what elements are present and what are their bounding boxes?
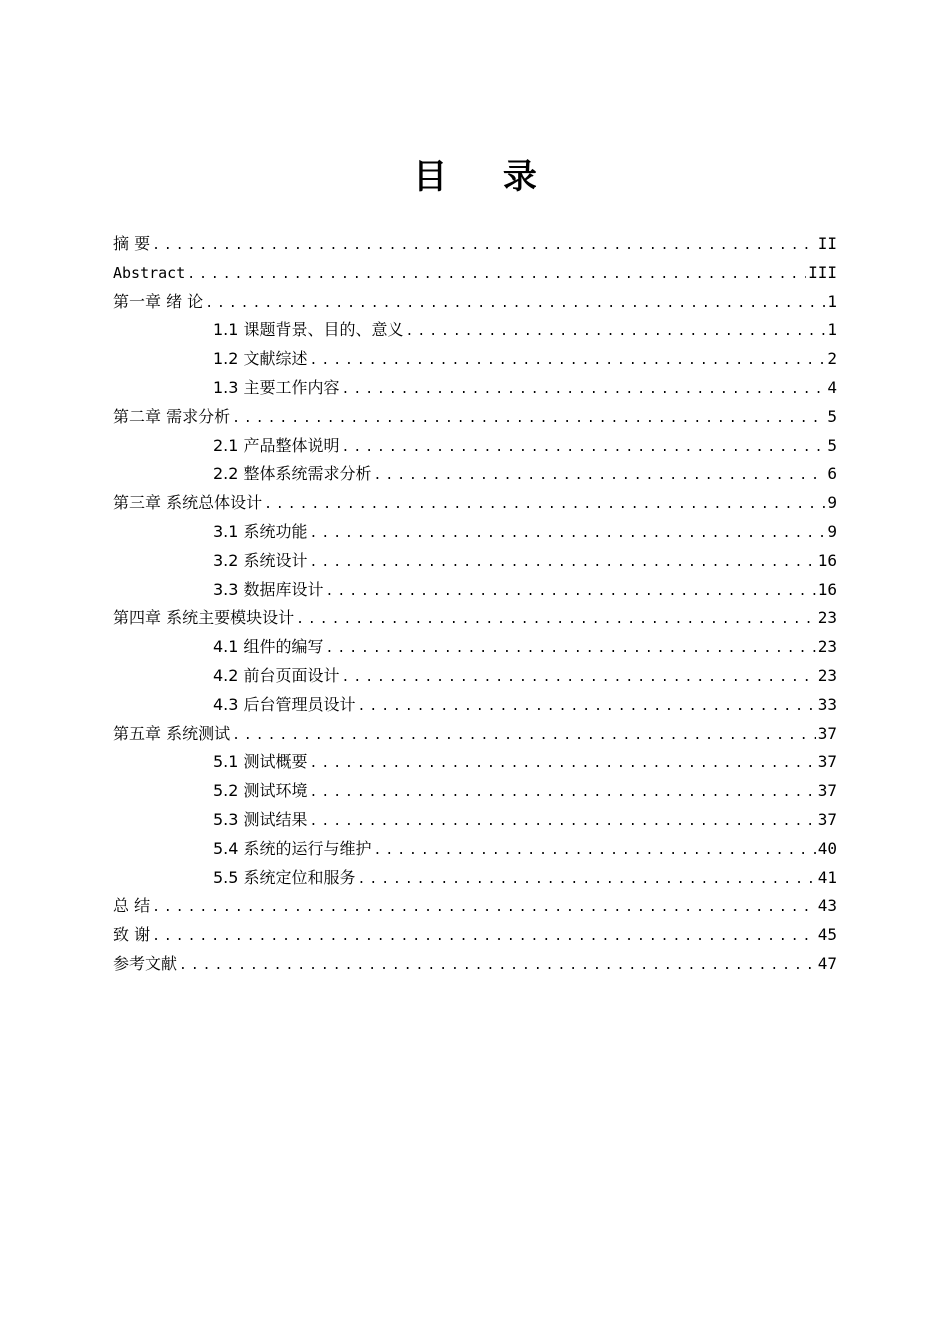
toc-entry-page-number: 37: [817, 723, 837, 743]
toc-dot-leader: [310, 808, 816, 837]
toc-entry-page-number: 33: [817, 694, 837, 714]
toc-entry-label: 第二章 需求分析: [113, 406, 231, 426]
toc-dot-leader: [179, 952, 816, 981]
toc-entry-page-number: 6: [827, 464, 837, 484]
toc-entry-page-number: 1: [827, 320, 837, 340]
toc-entry: [113, 748, 837, 777]
toc-entry: [113, 720, 837, 749]
toc-dot-leader: [358, 866, 816, 895]
toc-entry: [113, 691, 837, 720]
toc-entry-label: 第四章 系统主要模块设计: [113, 608, 295, 628]
toc-dot-leader: [342, 664, 816, 693]
toc-dot-leader: [152, 923, 816, 952]
toc-dot-leader: [310, 779, 816, 808]
toc-dot-leader: [358, 693, 816, 722]
toc-entry-page-number: 23: [817, 637, 837, 657]
toc-entry-page-number: 2: [827, 349, 837, 369]
toc-entry-page-number: 16: [817, 579, 837, 599]
toc-entry-page-number: 9: [827, 521, 837, 541]
toc-entry: [113, 460, 837, 489]
toc-dot-leader: [310, 520, 826, 549]
toc-entry-label: Abstract: [113, 263, 186, 282]
toc-dot-leader: [152, 232, 816, 261]
toc-entry: [113, 288, 837, 317]
toc-dot-leader: [205, 290, 825, 319]
toc-entry: [113, 892, 837, 921]
toc-entry-page-number: 4: [827, 377, 837, 397]
toc-entry: [113, 518, 837, 547]
toc-entry: [113, 806, 837, 835]
toc-dot-leader: [187, 261, 806, 290]
toc-entry-label: 3.1 系统功能: [213, 521, 308, 541]
toc-entry: [113, 547, 837, 576]
toc-entry-label: 5.5 系统定位和服务: [213, 867, 356, 887]
toc-dot-leader: [264, 491, 825, 520]
toc-entry-label: 1.3 主要工作内容: [213, 377, 340, 397]
toc-list: [113, 230, 837, 979]
toc-entry-label: 1.2 文献综述: [213, 349, 308, 369]
toc-entry-page-number: 41: [817, 867, 837, 887]
toc-entry-page-number: 37: [817, 752, 837, 772]
toc-entry-label: 4.3 后台管理员设计: [213, 694, 356, 714]
toc-entry-label: 摘 要: [113, 234, 151, 253]
toc-entry-label: 致 谢: [113, 925, 151, 945]
toc-dot-leader: [374, 837, 816, 866]
toc-dot-leader: [310, 347, 826, 376]
toc-dot-leader: [326, 635, 816, 664]
toc-entry-label: 5.2 测试环境: [213, 781, 308, 801]
toc-entry-label: 5.1 测试概要: [213, 752, 308, 772]
toc-entry-page-number: 23: [817, 665, 837, 685]
toc-entry: [113, 864, 837, 893]
toc-entry-page-number: 43: [817, 896, 837, 916]
toc-entry: [113, 432, 837, 461]
toc-entry-label: 4.1 组件的编写: [213, 637, 324, 657]
toc-entry-label: 3.2 系统设计: [213, 550, 308, 570]
toc-entry-page-number: 5: [827, 406, 837, 426]
toc-dot-leader: [342, 376, 826, 405]
toc-entry-label: 3.3 数据库设计: [213, 579, 324, 599]
toc-entry-page-number: 23: [817, 608, 837, 628]
toc-entry-page-number: 9: [827, 493, 837, 513]
toc-dot-leader: [310, 750, 816, 779]
toc-title: 目 录: [413, 157, 559, 197]
toc-entry-label: 第五章 系统测试: [113, 723, 231, 743]
toc-entry-label: 1.1 课题背景、目的、意义: [213, 320, 404, 340]
toc-entry: [113, 921, 837, 950]
toc-entry: [113, 345, 837, 374]
toc-dot-leader: [232, 722, 816, 751]
toc-entry-label: 5.4 系统的运行与维护: [213, 838, 372, 858]
toc-entry-page-number: 45: [817, 925, 837, 945]
toc-dot-leader: [232, 405, 825, 434]
toc-entry-page-number: 1: [827, 291, 837, 311]
toc-entry: [113, 576, 837, 605]
toc-entry-label: 参考文献: [113, 953, 178, 973]
toc-entry-label: 2.1 产品整体说明: [213, 435, 340, 455]
toc-dot-leader: [310, 549, 816, 578]
toc-entry: [113, 316, 837, 345]
toc-entry-page-number: III: [808, 262, 837, 282]
toc-entry-label: 4.2 前台页面设计: [213, 665, 340, 685]
toc-entry: [113, 403, 837, 432]
toc-entry: [113, 662, 837, 691]
toc-entry: [113, 374, 837, 403]
toc-entry: [113, 777, 837, 806]
toc-entry: [113, 259, 837, 288]
toc-entry-label: 总 结: [113, 896, 151, 916]
toc-entry-page-number: 16: [817, 550, 837, 570]
toc-dot-leader: [406, 318, 826, 347]
toc-entry-label: 5.3 测试结果: [213, 809, 308, 829]
toc-entry-page-number: 40: [817, 838, 837, 858]
toc-entry-page-number: 37: [817, 809, 837, 829]
toc-entry-page-number: II: [817, 234, 837, 253]
toc-entry-page-number: 37: [817, 781, 837, 801]
toc-entry-page-number: 47: [817, 953, 837, 973]
toc-dot-leader: [296, 606, 816, 635]
toc-entry: [113, 230, 837, 259]
toc-dot-leader: [326, 578, 816, 607]
toc-entry: [113, 835, 837, 864]
toc-entry-label: 第三章 系统总体设计: [113, 493, 263, 513]
toc-entry-page-number: 5: [827, 435, 837, 455]
toc-dot-leader: [342, 434, 826, 463]
toc-dot-leader: [374, 462, 826, 491]
toc-entry-label: 2.2 整体系统需求分析: [213, 464, 372, 484]
toc-entry-label: 第一章 绪 论: [113, 291, 204, 311]
toc-entry: [113, 489, 837, 518]
toc-entry: [113, 604, 837, 633]
toc-dot-leader: [152, 894, 816, 923]
toc-entry: [113, 950, 837, 979]
toc-entry: [113, 633, 837, 662]
